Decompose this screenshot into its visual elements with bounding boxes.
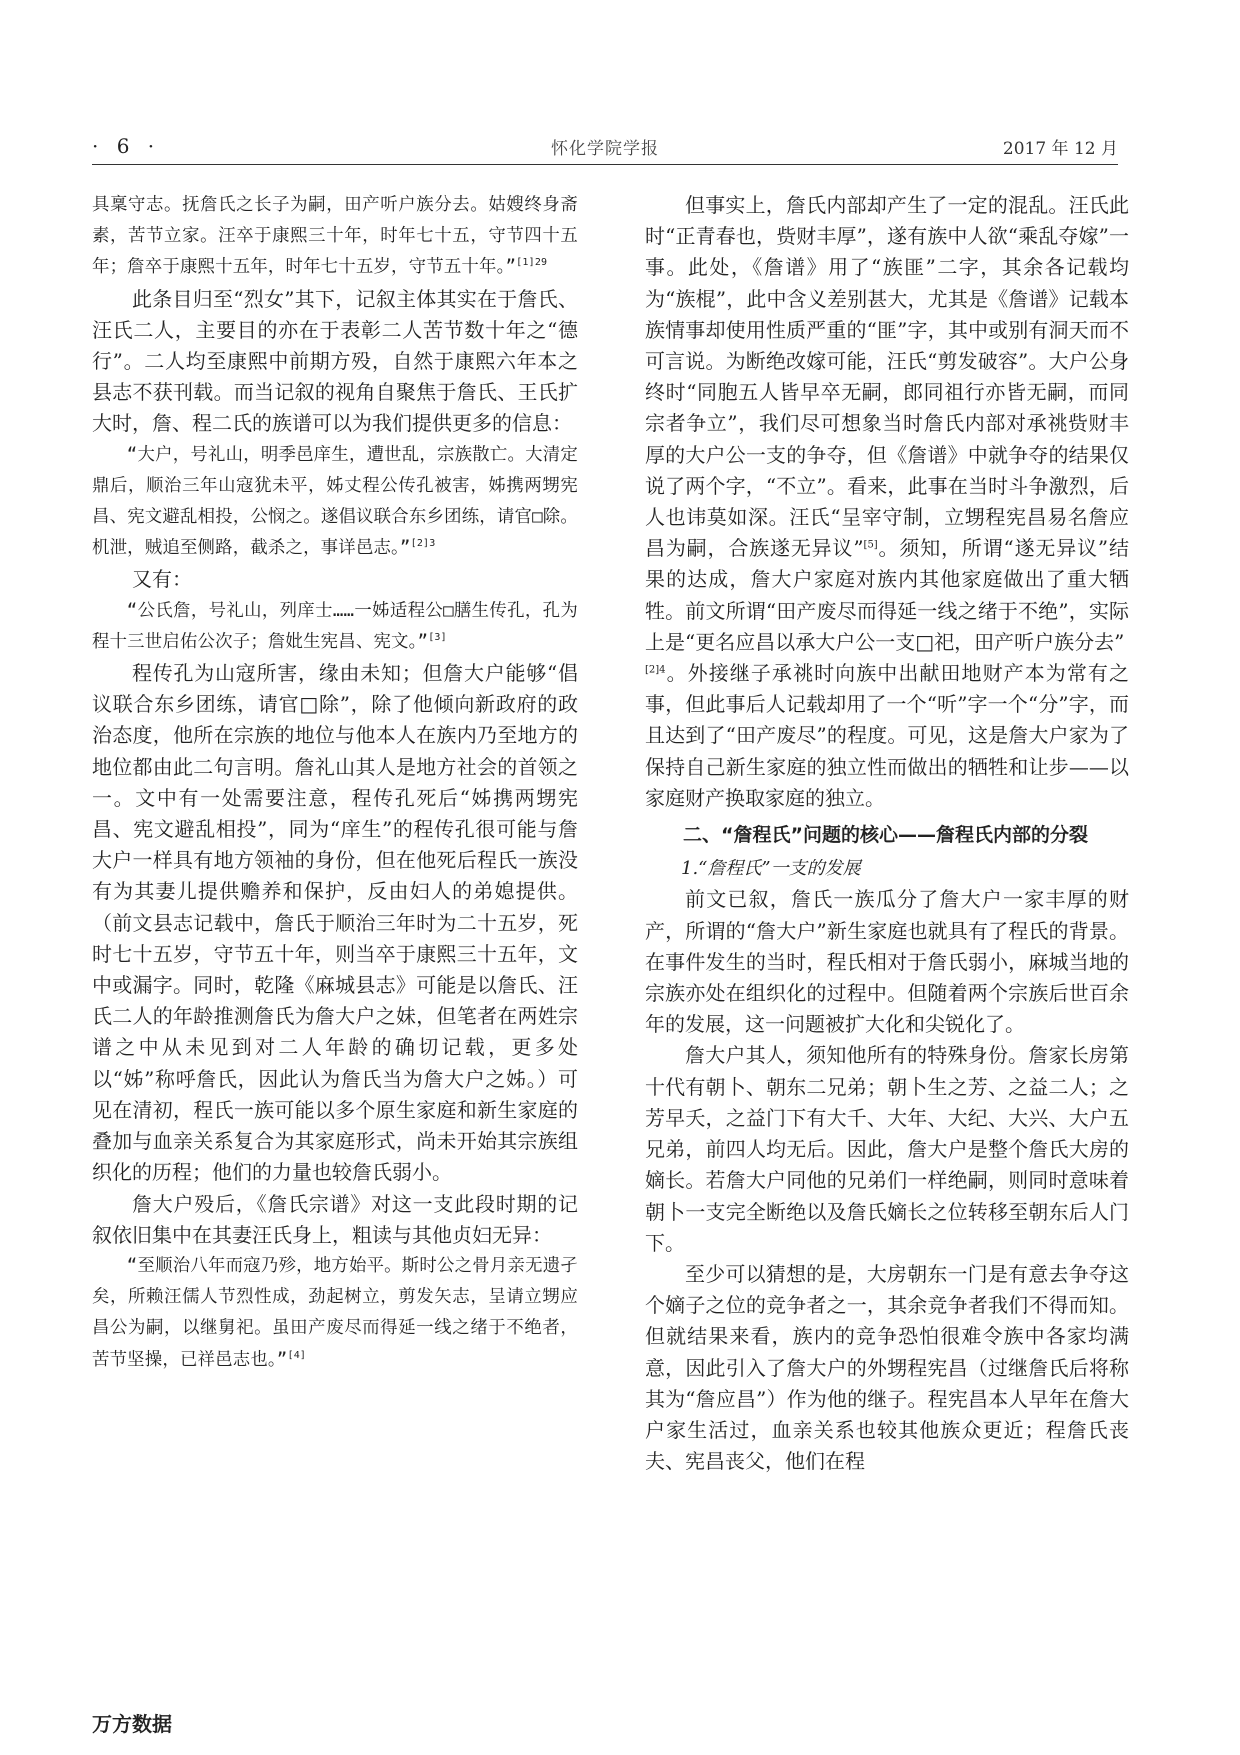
paragraph [645, 190, 1129, 658]
paragraph [92, 284, 578, 440]
text: 程传孔为山寇所害，缘由未知；但詹大户能够“倡议联合东乡团练，请官□除”，除了他倾向新政府的政治态度，他所在宗族的地位与他本人在族内乃至地方的地位都由此二句言明。詹礼山其人是地方社会的首领之一。文中有一处需要注意，程传孔死后“姊携两甥宪昌、宪文避乱相投”，同为“庠生”的程传孔很可能与詹大户一样具有地方领袖的身份，但在他死后程氏一族没有为其妻儿提供赡养和保护，反由妇人的弟媳提供。（前文县志记载中，詹氏于顺治三年时为二十五岁，死时七十五岁，守节五十年，则当卒于康熙三十五年，文中或漏字。同时，乾隆《麻城县志》可能是以詹氏、汪氏二人的年龄推测詹氏为詹大户之妹，但笔者在两姓宗谱之中从未见到对二人年龄的确切记载，更多处以“姊”称呼詹氏，因此认为詹氏当为詹大户之姊。）可见在清初，程氏一族可能以多个原生家庭和新生家庭的叠加与血亲关系复合为其家庭形式，尚未开始其宗族组织化的历程；他们的力量也较詹氏弱小。 [92, 661, 578, 1185]
text: 前文已叙，詹氏一族瓜分了詹大户一家丰厚的财产，所谓的“詹大户”新生家庭也就具有了程氏的背景。在事件发生的当时，程氏相对于詹氏弱小，麻城当地的宗族亦处在组织化的过程中。但随着两个宗族后世百余年的发展，这一问题被扩大化和尖锐化了。 [645, 887, 1129, 1037]
issue-date: 2017 年 12 月 [1002, 139, 1118, 159]
text: 詹大户殁后，《詹氏宗谱》对这一支此段时期的记叙依旧集中在其妻汪氏身上，粗读与其他贞妇无异： [92, 1191, 578, 1247]
section-heading [645, 820, 1129, 851]
left-column [92, 190, 578, 1376]
paragraph [645, 1040, 1129, 1258]
subsection-heading [645, 853, 1129, 884]
paragraph [92, 1189, 578, 1251]
header-rule [92, 164, 1118, 165]
text: 此条目归至“烈女”其下，记叙主体其实在于詹氏、汪氏二人，主要目的亦在于表彰二人苦节数十年之“德行”。二人均至康熙中前期方殁，自然于康熙六年本之县志不获刊载。而当记叙的视角自聚焦于詹氏、王氏扩大时，詹、程二氏的族谱可以为我们提供更多的信息： [92, 286, 578, 436]
citation-ref[interactable]: [2]4 [645, 664, 666, 676]
text: 詹大户其人，须知他所有的特殊身份。詹家长房第十代有朝卜、朝东二兄弟；朝卜生之芳、之益二人；之芳早夭，之益门下有大千、大年、大纪、大兴、大户五兄弟，前四人均无后。因此，詹大户是整个詹氏大房的嫡长。若詹大户同他的兄弟们一样绝嗣，则同时意味着朝卜一支完全断绝以及詹氏嫡长之位转移至朝东后人门下。 [645, 1043, 1129, 1255]
block-quote [92, 596, 578, 658]
paragraph [92, 564, 578, 595]
citation-ref[interactable]: [3] [428, 632, 447, 644]
citation-ref[interactable]: [1]29 [516, 257, 548, 269]
journal-title: 怀化学院学报 [551, 139, 659, 159]
text: 二、“詹程氏”问题的核心——詹程氏内部的分裂 [683, 824, 1088, 847]
text: 1.“詹程氏”一支的发展 [681, 858, 861, 880]
citation-ref[interactable]: [2]3 [410, 538, 436, 550]
text: 但事实上，詹氏内部却产生了一定的混乱。汪氏此时“正青春也，赀财丰厚”，遂有族中人欲“乘乱夺嫁”一事。此处，《詹谱》用了“族匪”二字，其余各记载均为“族棍”，此中含义差别甚大，尤其是《詹谱》记载本族情事却使用性质严重的“匪”字，其中或别有洞天而不可言说。为断绝改嫁可能，汪氏“剪发破容”。大户公身终时“同胞五人皆早卒无嗣，郎同祖行亦皆无嗣，而同宗者争立”，我们尽可想象当时詹氏内部对承祧赀财丰厚的大户公一支的争夺，但《詹谱》中就争夺的结果仅说了两个字，“不立”。看来，此事在当时斗争激烈，后人也讳莫如深。汪氏“呈宰守制，立甥程宪昌易名詹应昌为嗣，合族遂无异议” [645, 193, 1129, 561]
watermark-footer: 万方数据 [92, 1712, 172, 1736]
text: “至顺治八年而寇乃殄，地方始平。斯时公之骨月亲无遗孑矣，所赖汪儒人节烈性成，劲起树立，剪发矢志，呈请立甥应昌公为嗣，以继舅祀。虽田产废尽而得延一线之绪于不绝者，苦节坚操，已祥邑志也。” [92, 1255, 578, 1370]
right-column [645, 190, 1129, 1477]
text: 。须知，所谓“遂无异议”结果的达成，詹大户家庭对族内其他家庭做出了重大牺牲。前文所谓“田产废尽而得延一线之绪于不绝”，实际上是“更名应昌以承大户公一支□祀，田产听户族分去” [645, 536, 1129, 654]
block-quote [92, 190, 578, 284]
block-quote [92, 1251, 578, 1376]
page-number: · 6 · [92, 134, 161, 158]
running-header [92, 134, 1118, 166]
citation-ref[interactable]: [5] [863, 539, 878, 551]
text: “公氏詹，号礼山，列庠士……一姊适程公□膳生传孔，孔为程十三世启佑公次子；詹妣生宪昌、宪文。” [92, 600, 578, 652]
text: 又有： [132, 567, 192, 592]
paragraph: $^{[2]4}$。外接继子承祧时向族中出献田地财产本为常有之事，但此事后人记载却用了一个“听”字一个“分”字，而且达到了“田产废尽”的程度。可见，这是詹大户家为了保持自己新生家庭的独立性而做出的牺牲和让步——以家庭财产换取家庭的独立。 [645, 661, 1129, 810]
block-quote [92, 440, 578, 565]
paragraph [645, 884, 1129, 1040]
paragraph [92, 658, 578, 1188]
text: 至少可以猜想的是，大房朝东一门是有意去争夺这个嫡子之位的竞争者之一，其余竞争者我们不得而知。但就结果来看，族内的竞争恐怕很难令族中各家均满意，因此引入了詹大户的外甥程宪昌（过继詹氏后将称其为“詹应昌”）作为他的继子。程宪昌本人早年在詹大户家生活过，血亲关系也较其他族众更近；程詹氏丧夫、宪昌丧父，他们在程 [645, 1261, 1129, 1474]
paragraph [645, 1259, 1129, 1477]
text: 具稟守志。抚詹氏之长子为嗣，田产听户族分去。姑嫂终身斋素，苦节立家。汪卒于康熙三十年，时年七十五，守节四十五年；詹卒于康熙十五年，时年七十五岁，守节五十年。” [92, 195, 578, 278]
citation-ref[interactable]: [4] [287, 1349, 307, 1361]
text: “大户，号礼山，明季邑庠生，遭世乱，宗族散亡。大清定鼎后，顺治三年山寇犹未平，姊丈程公传孔被害，姊携两甥宪昌、宪文避乱相投，公悯之。遂倡议联合东乡团练，请官□除。机泄，贼追至侧路，截杀之，事详邑志。” [92, 444, 578, 559]
